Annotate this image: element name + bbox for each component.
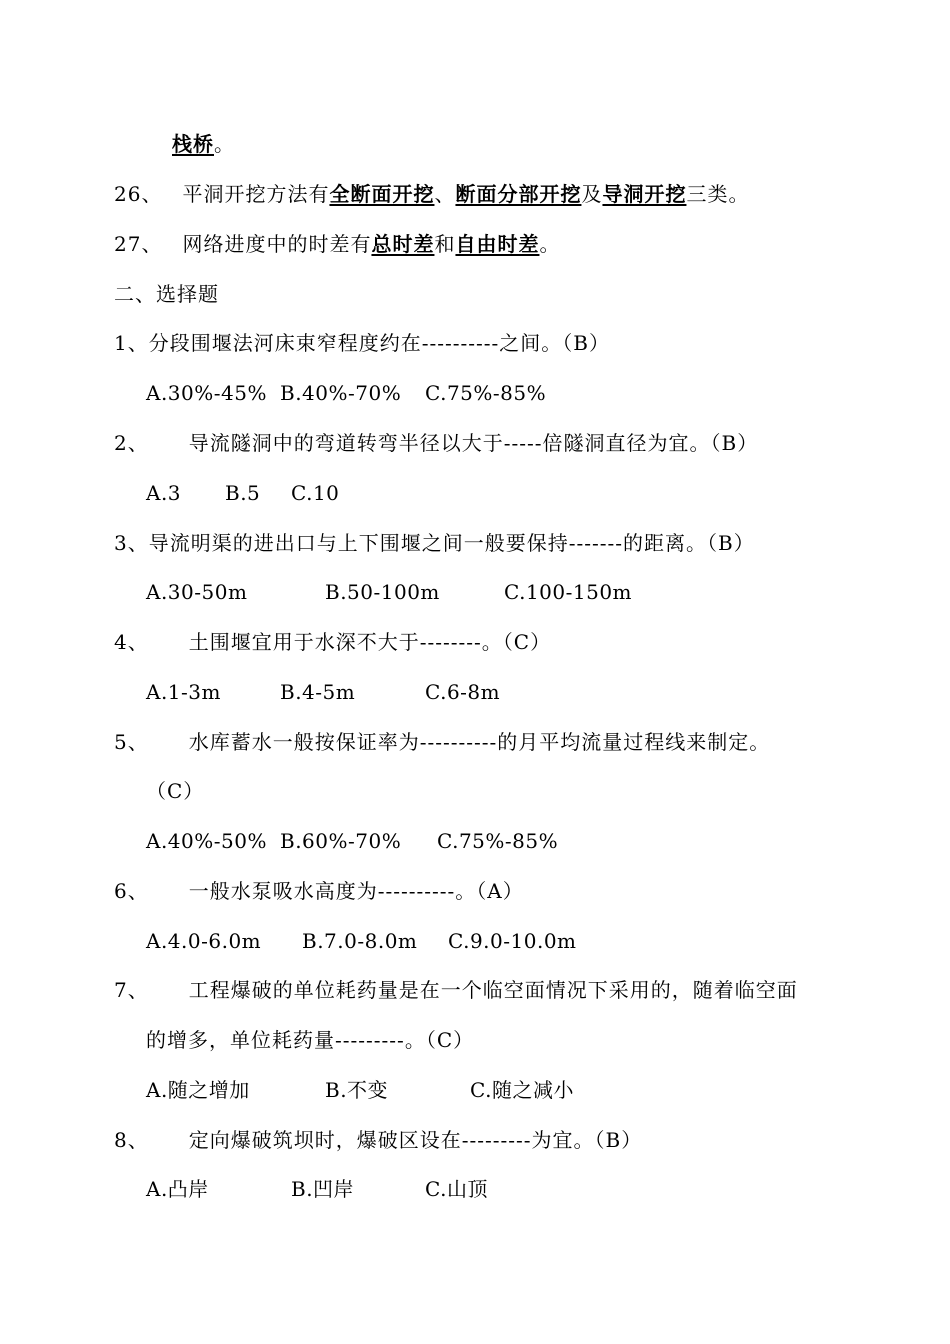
- question-text: 分段围堰法河床束窄程度约在----------之间。（B）: [148, 331, 611, 355]
- option-a: A.3: [146, 481, 182, 505]
- option-c: C.随之减小: [470, 1078, 574, 1102]
- question-number: 5、: [114, 730, 149, 754]
- option-c: C.6-8m: [425, 680, 501, 704]
- item-text: 及: [581, 182, 603, 206]
- underlined-answer: 栈桥: [172, 132, 214, 156]
- option-a: A.凸岸: [146, 1177, 209, 1201]
- question-7: [114, 976, 798, 1004]
- item-number: 27、: [114, 232, 163, 256]
- option-b: B.凹岸: [291, 1177, 355, 1201]
- item-number: 26、: [114, 182, 163, 206]
- item-text: 、: [434, 182, 456, 206]
- punctuation: 。: [214, 132, 235, 156]
- item-text: 网络进度中的时差有: [182, 232, 372, 256]
- option-b: B.4-5m: [280, 680, 356, 704]
- item-text: 。: [539, 232, 561, 256]
- question-4: [114, 628, 551, 656]
- underlined-answer: 导洞开挖: [602, 182, 687, 206]
- question-5: [114, 728, 770, 756]
- question-number: 7、: [114, 978, 149, 1002]
- question-text: 水库蓄水一般按保证率为----------的月平均流量过程线来制定。: [188, 730, 771, 754]
- question-text: 工程爆破的单位耗药量是在一个临空面情况下采用的，随着临空面: [188, 978, 798, 1002]
- question-2: [114, 429, 758, 457]
- option-a: A.40%-50%: [146, 829, 267, 853]
- underlined-answer: 全断面开挖: [329, 182, 435, 206]
- underlined-answer: 自由时差: [455, 232, 540, 256]
- item-text: 三类。: [686, 182, 750, 206]
- question-text: 导流明渠的进出口与上下围堰之间一般要保持-------的距离。（B）: [148, 531, 755, 555]
- question-8: [114, 1126, 642, 1154]
- option-b: B.60%-70%: [280, 829, 402, 853]
- option-c: C.10: [291, 481, 340, 505]
- question-number: 1、: [114, 331, 149, 355]
- item-text: 和: [434, 232, 456, 256]
- option-b: B.5: [225, 481, 261, 505]
- option-a: A.30-50m: [146, 580, 248, 604]
- question-1: [114, 329, 610, 357]
- option-c: C.山顶: [425, 1177, 488, 1201]
- option-b: B.不变: [325, 1078, 389, 1102]
- option-a: A.30%-45%: [146, 381, 267, 405]
- question-number: 6、: [114, 879, 149, 903]
- option-a: A.1-3m: [146, 680, 221, 704]
- question-3: [114, 529, 755, 557]
- question-7-continued: 的增多，单位耗药量---------。（C）: [146, 1028, 475, 1052]
- question-5-continued: （C）: [146, 779, 205, 803]
- option-b: B.7.0-8.0m: [302, 929, 418, 953]
- item-text: 平洞开挖方法有: [182, 182, 330, 206]
- question-text: 土围堰宜用于水深不大于--------。（C）: [188, 630, 552, 654]
- option-c: C.100-150m: [504, 580, 633, 604]
- question-number: 8、: [114, 1128, 149, 1152]
- option-a: A.随之增加: [146, 1078, 250, 1102]
- fill-item-26: [114, 180, 749, 208]
- question-number: 2、: [114, 431, 149, 455]
- option-c: C.9.0-10.0m: [448, 929, 577, 953]
- question-6: [114, 877, 524, 905]
- question-text: 定向爆破筑坝时，爆破区设在---------为宜。（B）: [188, 1128, 643, 1152]
- fill-item-continuation: [172, 130, 235, 158]
- question-number: 3、: [114, 531, 149, 555]
- option-b: B.40%-70%: [280, 381, 402, 405]
- question-number: 4、: [114, 630, 149, 654]
- question-text: 导流隧洞中的弯道转弯半径以大于-----倍隧洞直径为宜。（B）: [188, 431, 759, 455]
- option-b: B.50-100m: [325, 580, 440, 604]
- option-a: A.4.0-6.0m: [146, 929, 262, 953]
- section-title: 二、选择题: [114, 282, 219, 306]
- option-c: C.75%-85%: [425, 381, 547, 405]
- underlined-answer: 总时差: [371, 232, 435, 256]
- fill-item-27: [114, 230, 560, 258]
- question-text: 一般水泵吸水高度为----------。（A）: [188, 879, 524, 903]
- underlined-answer: 断面分部开挖: [455, 182, 582, 206]
- option-c: C.75%-85%: [437, 829, 559, 853]
